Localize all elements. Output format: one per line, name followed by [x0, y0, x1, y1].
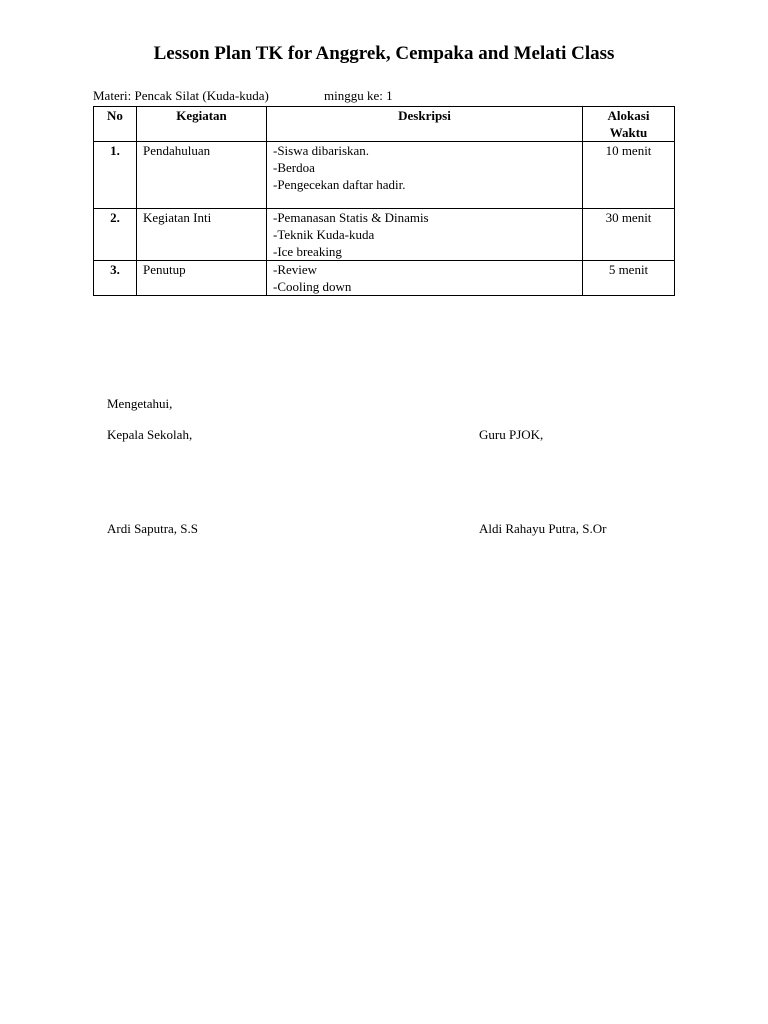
row-deskripsi — [267, 142, 583, 209]
teacher-name: Aldi Rahayu Putra, S.Or — [479, 521, 607, 536]
header-no: No — [94, 107, 137, 142]
materi-label: Materi: Pencak Silat (Kuda-kuda) — [93, 88, 269, 103]
row-kegiatan: Pendahuluan — [137, 142, 267, 209]
document-title: Lesson Plan TK for Anggrek, Cempaka and Melati Class — [153, 43, 615, 64]
table-header-row — [94, 107, 675, 142]
deskripsi-line: -Berdoa — [273, 160, 315, 175]
row-no: 1. — [94, 142, 137, 209]
table-row — [94, 261, 675, 296]
row-kegiatan: Penutup — [137, 261, 267, 296]
header-deskripsi: Deskripsi — [267, 107, 583, 142]
row-kegiatan: Kegiatan Inti — [137, 209, 267, 261]
header-alokasi-line1: Alokasi — [607, 108, 650, 123]
deskripsi-line: -Teknik Kuda-kuda — [273, 227, 375, 242]
teacher-role: Guru PJOK, — [479, 427, 544, 442]
table-row — [94, 209, 675, 261]
deskripsi-line: -Pemanasan Statis & Dinamis — [273, 210, 429, 225]
principal-name: Ardi Saputra, S.S — [107, 521, 198, 536]
deskripsi-line: -Siswa dibariskan. — [273, 143, 370, 158]
header-alokasi — [583, 107, 675, 142]
row-no: 3. — [94, 261, 137, 296]
principal-role: Kepala Sekolah, — [107, 427, 193, 442]
row-waktu: 10 menit — [583, 142, 675, 209]
deskripsi-line: -Ice breaking — [273, 244, 342, 259]
lesson-plan-table — [93, 106, 675, 296]
header-kegiatan: Kegiatan — [137, 107, 267, 142]
row-no: 2. — [94, 209, 137, 261]
row-deskripsi — [267, 209, 583, 261]
row-waktu: 30 menit — [583, 209, 675, 261]
deskripsi-line: -Review — [273, 262, 318, 277]
week-label: minggu ke: 1 — [324, 88, 393, 103]
row-waktu: 5 menit — [583, 261, 675, 296]
table-row — [94, 142, 675, 209]
deskripsi-line: -Cooling down — [273, 279, 352, 294]
deskripsi-line: -Pengecekan daftar hadir. — [273, 177, 406, 192]
acknowledge-text: Mengetahui, — [107, 396, 173, 411]
header-alokasi-line2: Waktu — [609, 125, 648, 140]
row-deskripsi — [267, 261, 583, 296]
